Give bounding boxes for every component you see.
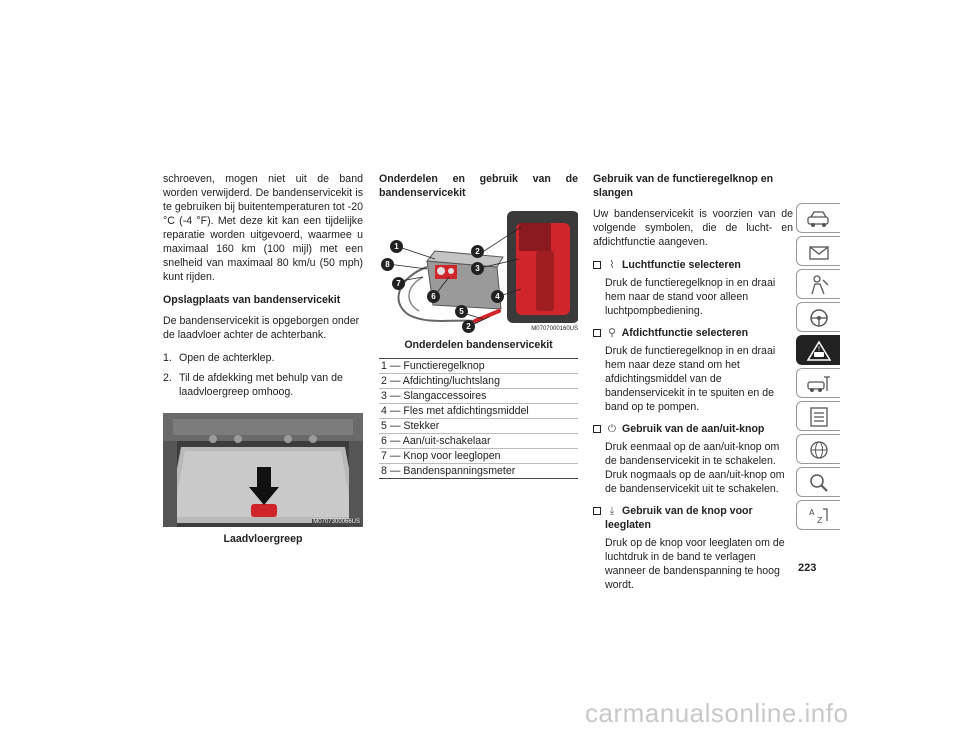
parts-legend	[379, 358, 578, 479]
step-number: 2.	[163, 372, 172, 384]
car-icon	[805, 208, 833, 230]
tab-index[interactable]	[796, 500, 840, 530]
legend-item: 3 — Slangaccessoires	[379, 389, 578, 404]
load-floor-illustration	[163, 413, 363, 527]
storage-paragraph: De bandenservicekit is opgeborgen onder de laadvloer achter de achterbank.	[163, 315, 360, 341]
step-item	[163, 351, 363, 365]
bullet-title: Luchtfunctie selecteren	[621, 259, 741, 271]
svg-text:Z: Z	[817, 516, 823, 525]
bullet-box	[593, 507, 601, 515]
column-2	[379, 172, 578, 479]
bullet-title: Gebruik van de aan/uit-knop	[621, 423, 765, 435]
warning-car-icon	[805, 340, 833, 362]
person-icon	[805, 274, 833, 296]
bullet-box	[593, 329, 601, 337]
power-icon: ⏻	[607, 423, 617, 435]
legend-item: 2 — Afdichting/luchtslang	[379, 374, 578, 389]
tab-search[interactable]	[796, 467, 840, 497]
callout-4: 4	[491, 290, 504, 303]
bullet-air	[593, 258, 793, 272]
tab-person[interactable]	[796, 269, 840, 299]
tab-emergency[interactable]	[796, 335, 840, 365]
column-1	[163, 172, 363, 546]
legend-item: 8 — Bandenspanningsmeter	[381, 465, 516, 477]
callout-5: 5	[455, 305, 468, 318]
car-service-icon	[805, 373, 833, 395]
legend-item: 4 — Fles met afdichtingsmiddel	[379, 404, 578, 419]
svg-text:!: !	[817, 345, 821, 353]
tab-specs[interactable]	[796, 401, 840, 431]
svg-text:A: A	[809, 508, 815, 517]
legend-item: 7 — Knop voor leeglopen	[379, 449, 578, 464]
step-number: 1.	[163, 352, 172, 364]
bullet-text: Druk eenmaal op de aan/uit-knop om de bandenservicekit in te schakelen. Druk nogmaals op de aan/uit-knop om de bandenservicekit uit te schakelen.	[605, 441, 785, 495]
bullet-title: Gebruik van de knop voor leeglaten	[605, 505, 753, 531]
usage-intro: Uw bandenservicekit is voorzien van de volgende symbolen, die de lucht- en afdichtfunctie aangeven.	[593, 208, 793, 248]
callout-8: 8	[381, 258, 394, 271]
kit-figure	[379, 207, 578, 333]
bullet-box	[593, 261, 601, 269]
callout-2: 2	[462, 320, 475, 333]
air-hose-icon: ⌇	[609, 259, 615, 271]
watermark: carmanualsonline.info	[585, 698, 849, 728]
sealant-icon: ⚲	[608, 327, 616, 339]
legend-item: 1 — Functieregelknop	[379, 359, 578, 374]
search-icon	[805, 472, 833, 494]
usage-heading: Gebruik van de functieregelknop en slangen	[593, 173, 774, 199]
steps-list	[163, 351, 363, 399]
bullet-box	[593, 425, 601, 433]
checklist-icon	[805, 406, 833, 428]
page-number: 223	[798, 562, 817, 574]
tab-car[interactable]	[796, 203, 840, 233]
tab-mail[interactable]	[796, 236, 840, 266]
step-text: Open de achterklep.	[179, 352, 275, 364]
figure-code: M0707000160US	[531, 326, 578, 332]
bullet-sealant	[593, 326, 793, 340]
storage-heading: Opslagplaats van bandenservicekit	[163, 294, 341, 306]
index-icon	[805, 505, 833, 527]
intro-paragraph: schroeven, mogen niet uit de band worden verwijderd. De bandenservicekit is te gebruiken bij buitentemperaturen tot -20 °C (-4 °F). Met deze kit kan een tijdelijke reparatie worden uitgevoerd, waarmee u maximaal 160 km (100 mijl) met een snelheid van maximaal 80 km/u (50 mph) kunt rijden.	[163, 173, 363, 283]
figure-caption: Laadvloergreep	[223, 533, 303, 545]
step-item	[163, 371, 363, 399]
callout-6: 6	[427, 290, 440, 303]
callout-1: 1	[390, 240, 403, 253]
tab-multimedia[interactable]	[796, 434, 840, 464]
mail-icon	[805, 241, 833, 263]
steering-wheel-icon	[805, 307, 833, 329]
bullet-text: Druk de functieregelknop in en draai hem naar de stand voor alleen luchtpompbediening.	[605, 277, 776, 317]
legend-item: 6 — Aan/uit-schakelaar	[379, 434, 578, 449]
figure-caption: Onderdelen bandenservicekit	[404, 339, 553, 351]
callout-7: 7	[392, 277, 405, 290]
bullet-text: Druk op de knop voor leeglaten om de luchtdruk in de band te verlagen wanneer de bandenspanning te hoog wordt.	[605, 537, 785, 591]
load-floor-figure	[163, 413, 363, 527]
callout-2: 2	[471, 245, 484, 258]
bullet-text: Druk de functieregelknop in en draai hem naar deze stand om het afdichtingsmiddel van de bandenservicekit in te spuiten en de band op te pompen.	[605, 345, 776, 413]
column-3	[593, 172, 793, 592]
deflate-icon: ⤓	[609, 505, 615, 517]
kit-heading: Onderdelen en gebruik van de bandenservicekit	[379, 173, 578, 199]
tab-steering[interactable]	[796, 302, 840, 332]
step-text: Til de afdekking met behulp van de laadvloergreep omhoog.	[179, 372, 343, 398]
globe-icon	[805, 439, 833, 461]
callout-3: 3	[471, 262, 484, 275]
chapter-tabs	[796, 203, 840, 533]
bullet-deflate	[593, 504, 793, 532]
legend-item: 5 — Stekker	[379, 419, 578, 434]
tab-service[interactable]	[796, 368, 840, 398]
figure-code: M0707300066US	[313, 519, 360, 525]
bullet-power	[593, 422, 793, 436]
bullet-title: Afdichtfunctie selecteren	[621, 327, 749, 339]
